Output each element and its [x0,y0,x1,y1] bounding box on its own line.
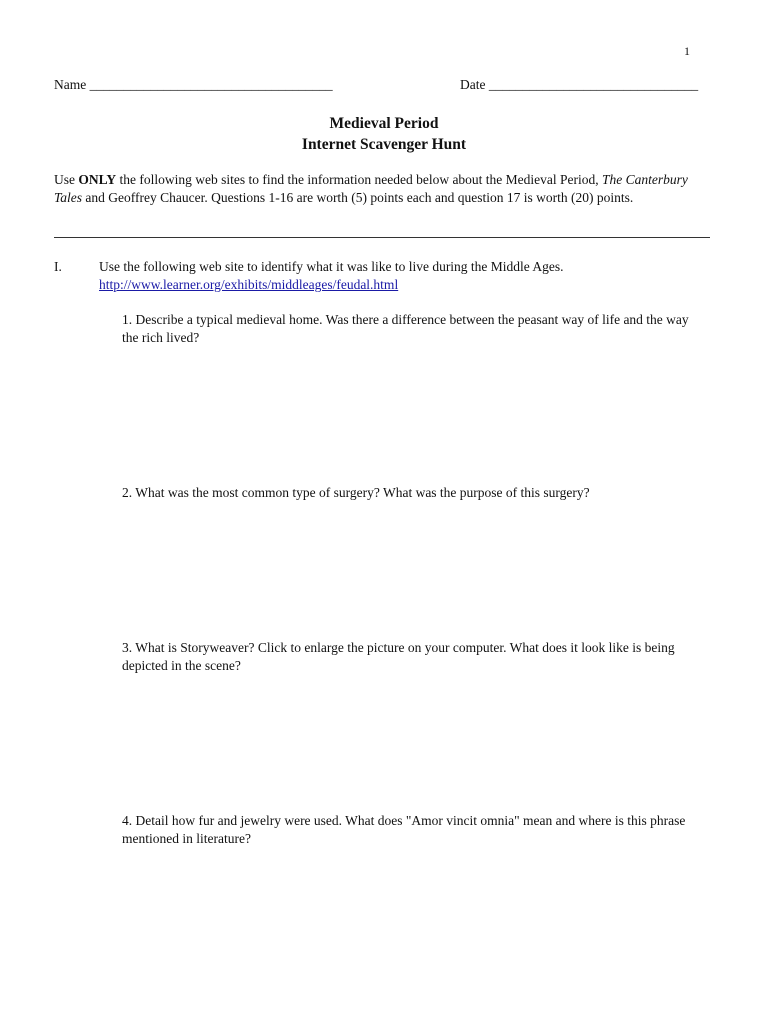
page-title: Medieval Period [329,115,439,132]
page-subtitle: Internet Scavenger Hunt [301,136,467,153]
instructions-paragraph [54,171,714,207]
page-number: 1 [684,44,690,58]
intro-text-3: and Geoffrey Chaucer. Questions 1-16 are worth (5) points each and question 17 is worth (20) points. [82,190,634,205]
horizontal-divider [54,237,710,238]
intro-text-1: Use [54,172,79,187]
question-1: 1. Describe a typical medieval home. Was there a difference between the peasant way of life and the way the rich lived? [122,312,689,345]
date-field-label: Date _______________________________ [460,77,699,92]
question-4: 4. Detail how fur and jewelry were used. What does "Amor vincit omnia" mean and where is this phrase mentioned in literature? [122,813,686,846]
question-3: 3. What is Storyweaver? Click to enlarge the picture on your computer. What does it look like is being depicted in the scene? [122,640,675,673]
feudal-website-link[interactable]: http://www.learner.org/exhibits/middleages/feudal.html [99,277,399,292]
section-instruction: Use the following web site to identify what it was like to live during the Middle Ages. [99,259,564,274]
intro-text-2: the following web sites to find the information needed below about the Medieval Period, [116,172,603,187]
section-number: I. [54,259,62,274]
name-field-label: Name ____________________________________ [54,77,333,92]
intro-emphasis-only: ONLY [78,172,117,187]
intro-book-title: The Canterbury Tales [54,172,688,205]
question-2: 2. What was the most common type of surgery? What was the purpose of this surgery? [122,485,590,500]
